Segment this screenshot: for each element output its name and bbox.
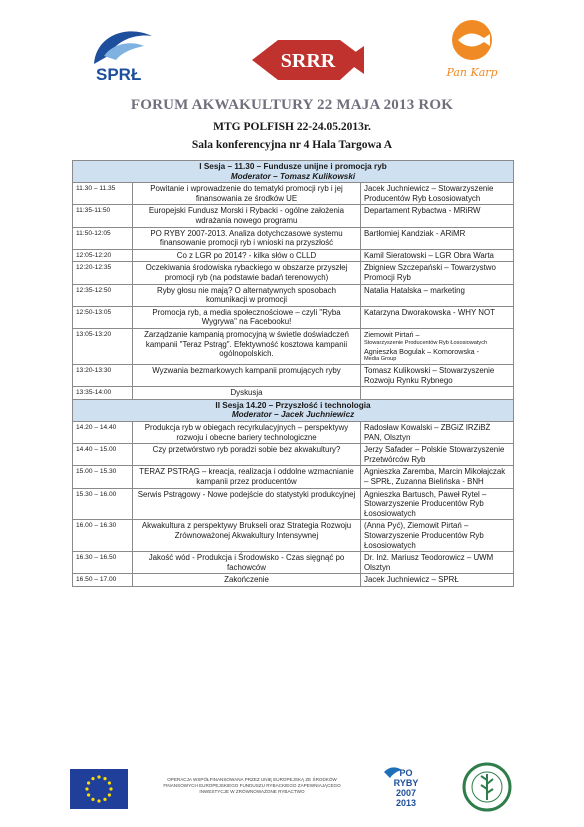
table-row bbox=[73, 365, 514, 387]
row-topic: Akwakultura z perspektywy Brukseli oraz Strategia Rozwoju Zrównoważonej Akwakultury Intensywnej bbox=[133, 520, 361, 552]
row-topic: Zarządzanie kampanią promocyjną w świetle doświadczeń kampanii "Teraz Pstrąg". Efektywność kosztowa kampanii ogólnopolskich. bbox=[133, 328, 361, 364]
page-title: FORUM AKWAKULTURY 22 MAJA 2013 ROK bbox=[130, 97, 454, 113]
row-time: 14.20 – 14.40 bbox=[73, 422, 133, 444]
row-speaker: Kamil Sieratowski – LGR Obra Warta bbox=[361, 249, 514, 262]
row-topic: Jakość wód - Produkcja i Środowisko - Czas sięgnąć po fachowców bbox=[133, 552, 361, 574]
row-time: 16.50 – 17.00 bbox=[73, 574, 133, 587]
row-speaker: Zbigniew Szczepański – Towarzystwo Promocji Ryb bbox=[361, 262, 514, 284]
row-time: 12:20-12:35 bbox=[73, 262, 133, 284]
speaker-name: Agnieszka Bogulak – Komorowska - bbox=[364, 346, 480, 356]
row-topic: Europejski Fundusz Morski i Rybacki - ogólne założenia wdrażania nowego programu bbox=[133, 205, 361, 227]
table-row bbox=[73, 574, 514, 587]
speaker-name: Ziemowit Pirtań – bbox=[364, 329, 420, 339]
row-speaker: Katarzyna Dworakowska - WHY NOT bbox=[361, 306, 514, 328]
row-speaker bbox=[361, 328, 514, 364]
row-time: 12:35-12:50 bbox=[73, 284, 133, 306]
row-time: 13:20-13:30 bbox=[73, 365, 133, 387]
row-topic: PO RYBY 2007-2013. Analiza dotychczasowe systemu finansowanie promocji ryb i wnioski na przyszłość bbox=[133, 227, 361, 249]
row-time: 15.00 – 15.30 bbox=[73, 466, 133, 488]
table-row bbox=[73, 328, 514, 364]
table-row bbox=[73, 249, 514, 262]
row-speaker: Jacek Juchniewicz – Stowarzyszenie Producentów Ryb Łososiowatych bbox=[361, 183, 514, 205]
row-time: 11:35-11:50 bbox=[73, 205, 133, 227]
session-header bbox=[73, 399, 514, 421]
table-row bbox=[73, 520, 514, 552]
row-time: 16.30 – 16.50 bbox=[73, 552, 133, 574]
row-topic: Co z LGR po 2014? - kilka słów o CLLD bbox=[133, 249, 361, 262]
table-row bbox=[73, 262, 514, 284]
table-row bbox=[73, 444, 514, 466]
row-time: 12:05-12:20 bbox=[73, 249, 133, 262]
table-row bbox=[73, 227, 514, 249]
row-time: 13:35-14:00 bbox=[73, 387, 133, 400]
table-row bbox=[73, 306, 514, 328]
row-time: 11.30 – 11.35 bbox=[73, 183, 133, 205]
table-row bbox=[73, 422, 514, 444]
table-row bbox=[73, 466, 514, 488]
row-speaker: Radosław Kowalski – ZBGiZ IRZiBŻ PAN, Olsztyn bbox=[361, 422, 514, 444]
venue-subtitle: Sala konferencyjna nr 4 Hala Targowa A bbox=[191, 139, 393, 151]
table-row bbox=[73, 387, 514, 400]
row-time: 16.00 – 16.30 bbox=[73, 520, 133, 552]
row-speaker: (Anna Pyć), Ziemowit Pirtań – Stowarzyszenie Producentów Ryb Łososiowatych bbox=[361, 520, 514, 552]
poryby-logo-text: PO RYBY 2007 2013 bbox=[393, 768, 419, 808]
session-moderator: Moderator – Jacek Juchniewicz bbox=[231, 410, 355, 420]
row-speaker: Dr. Inż. Mariusz Teodorowicz – UWM Olsztyn bbox=[361, 552, 514, 574]
fisheries-seal-icon bbox=[462, 762, 512, 812]
sprl-logo bbox=[86, 26, 164, 84]
poryby-logo bbox=[380, 762, 424, 814]
row-speaker: Natalia Hatalska – marketing bbox=[361, 284, 514, 306]
session-title: II Sesja 14.20 – Przyszłość i technologia bbox=[215, 400, 371, 410]
row-speaker bbox=[361, 387, 514, 400]
row-speaker: Jacek Juchniewicz – SPRŁ bbox=[361, 574, 514, 587]
row-topic: Oczekiwania środowiska rybackiego w obszarze przyszłej promocji ryb (na podstawie badań terenowych) bbox=[133, 262, 361, 284]
row-topic: Serwis Pstrągowy - Nowe podejście do statystyki produkcyjnej bbox=[133, 488, 361, 520]
program-table bbox=[72, 160, 514, 587]
row-speaker: Agnieszka Bartusch, Paweł Rytel – Stowarzyszenie Producentów Ryb Łososiowatych bbox=[361, 488, 514, 520]
row-speaker: Bartłomiej Kandziak - ARiMR bbox=[361, 227, 514, 249]
srrr-logo-text: SRRR bbox=[280, 50, 336, 72]
table-row bbox=[73, 205, 514, 227]
eu-flag-icon bbox=[70, 769, 128, 809]
row-topic: Czy przetwórstwo ryb poradzi sobie bez akwakultury? bbox=[133, 444, 361, 466]
row-speaker: Departament Rybactwa - MRiRW bbox=[361, 205, 514, 227]
srrr-logo bbox=[248, 36, 368, 84]
event-subtitle: MTG POLFISH 22-24.05.2013r. bbox=[213, 121, 371, 133]
row-topic: Produkcja ryb w obiegach recyrkulacyjnych – perspektywy rozwoju i obecne bariery technologiczne bbox=[133, 422, 361, 444]
speaker-organization: Media Group bbox=[364, 356, 397, 363]
row-topic: Promocja ryb, a media społecznościowe – czyli "Ryba Wygrywa" na Facebooku! bbox=[133, 306, 361, 328]
session-header bbox=[73, 161, 514, 183]
row-speaker: Agnieszka Zaremba, Marcin Mikołajczak – SPRŁ, Zuzanna Bielińska - BNH bbox=[361, 466, 514, 488]
row-time: 15.30 – 16.00 bbox=[73, 488, 133, 520]
row-topic: Wyzwania bezmarkowych kampanii promujących ryby bbox=[133, 365, 361, 387]
table-row bbox=[73, 284, 514, 306]
table-row bbox=[73, 183, 514, 205]
session-moderator: Moderator – Tomasz Kulikowski bbox=[230, 171, 356, 181]
session-title: I Sesja – 11.30 – Fundusze unijne i promocja ryb bbox=[199, 162, 387, 171]
funding-statement: OPERACJA WSPÓŁFINANSOWANA PRZEZ UNIĘ EUROPEJSKĄ ZE ŚRODKÓW FINANSOWYCH EUROPEJSKIEGO FUNDUSZU RYBACKIEGO ZAPEWNIAJĄCEGO INWESTYCJE W ZRÓWNOWAŻONE RYBACTWO bbox=[163, 777, 341, 795]
table-row bbox=[73, 552, 514, 574]
row-time: 14.40 – 15.00 bbox=[73, 444, 133, 466]
row-topic: Zakończenie bbox=[133, 574, 361, 587]
row-time: 13:05-13:20 bbox=[73, 328, 133, 364]
row-speaker: Tomasz Kulikowski – Stowarzyszenie Rozwoju Rynku Rybnego bbox=[361, 365, 514, 387]
row-topic: Powitanie i wprowadzenie do tematyki promocji ryb i jej finansowania ze środków UE bbox=[133, 183, 361, 205]
row-topic: Dyskusja bbox=[133, 387, 361, 400]
row-time: 11:50-12:05 bbox=[73, 227, 133, 249]
row-time: 12:50-13:05 bbox=[73, 306, 133, 328]
pankarp-logo bbox=[440, 18, 504, 84]
table-row bbox=[73, 488, 514, 520]
row-topic: TERAZ PSTRĄG – kreacja, realizacja i oddolne wzmacnianie kampanii przez producentów bbox=[133, 466, 361, 488]
speaker-organization: Stowarzyszenie Producentów Ryb Łososiowatych bbox=[364, 339, 488, 346]
sprl-logo-text: SPRŁ bbox=[96, 65, 142, 84]
pankarp-logo-text: Pan Karp bbox=[446, 66, 498, 79]
row-topic: Ryby głosu nie mają? O alternatywnych sposobach komunikacji w promocji bbox=[133, 284, 361, 306]
row-speaker: Jerzy Safader – Polskie Stowarzyszenie Przetwórców Ryb bbox=[361, 444, 514, 466]
